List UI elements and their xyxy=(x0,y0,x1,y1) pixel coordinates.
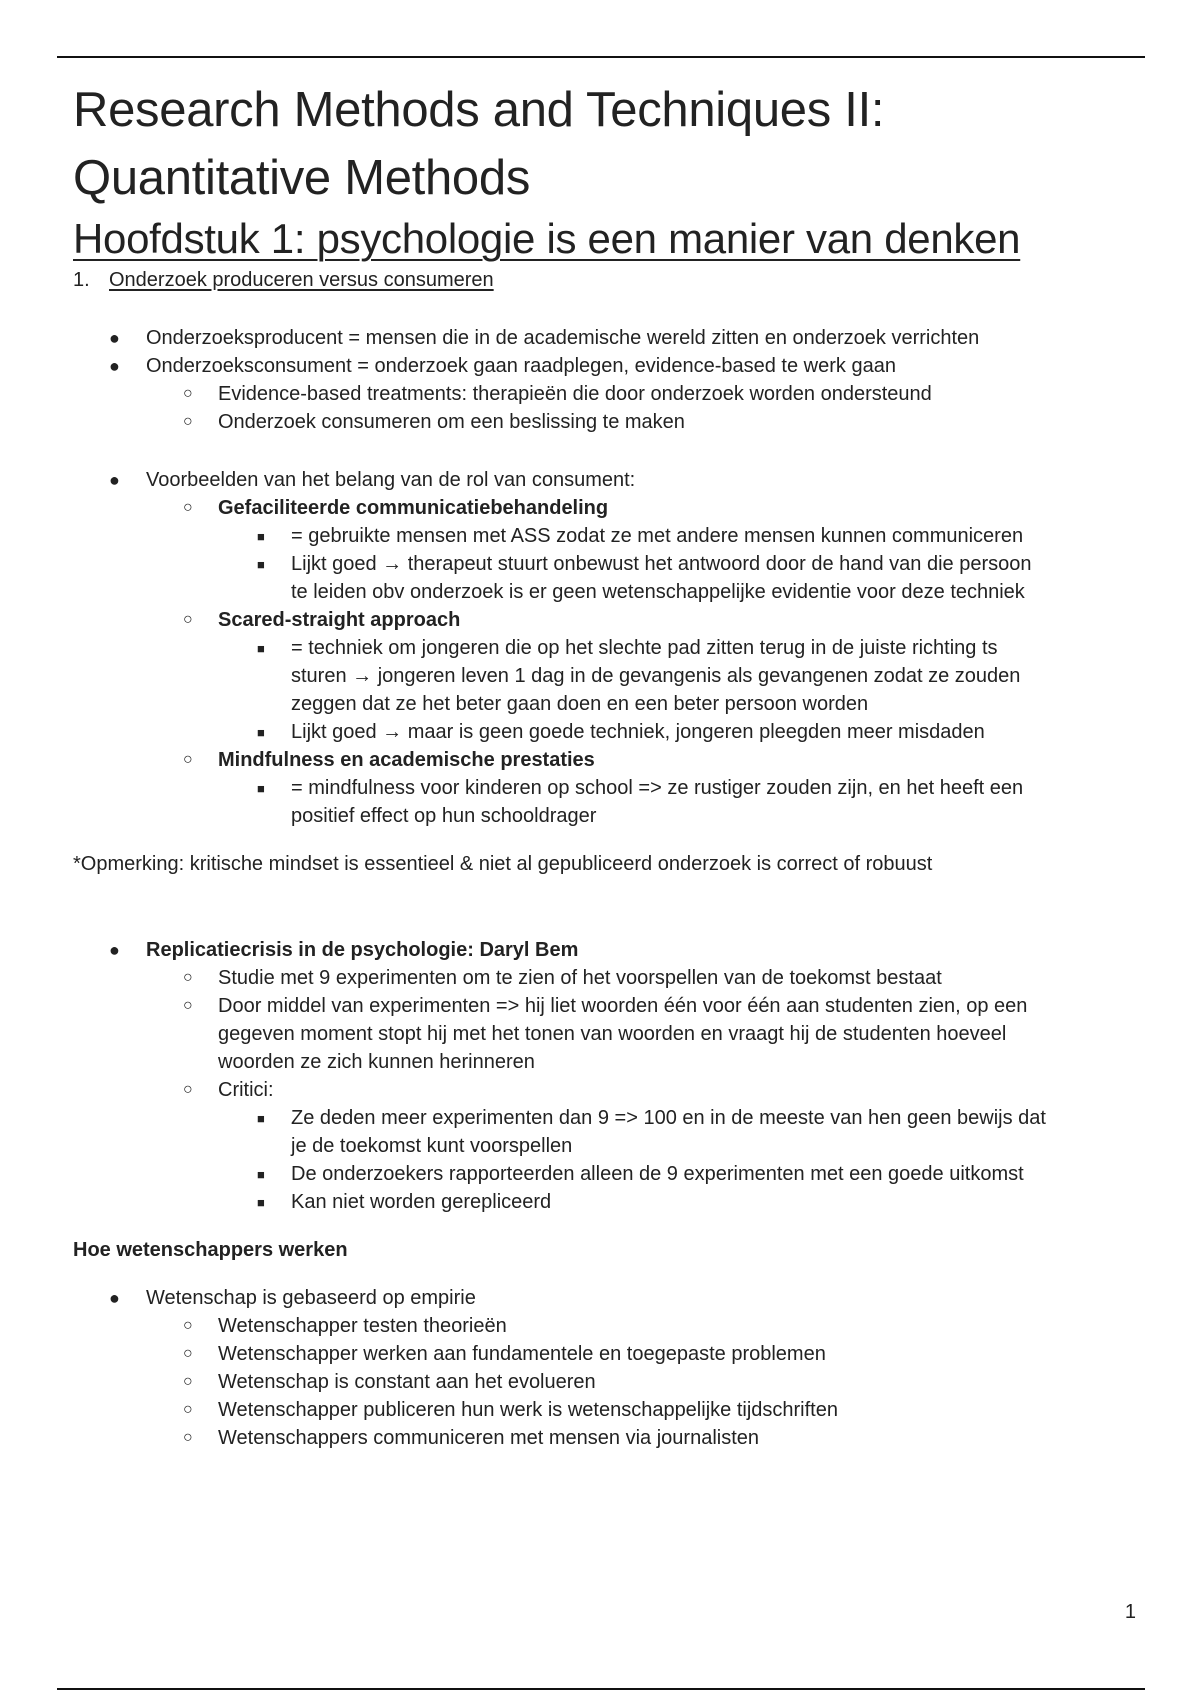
bullet-circle-icon: ○ xyxy=(183,499,193,516)
list-item: ■ De onderzoekers rapporteerden alleen de 9 experimenten met een goede uitkomst xyxy=(73,1160,1143,1188)
list-item-continuation: te leiden obv onderzoek is er geen wetenschappelijke evidentie voor deze techniek xyxy=(291,581,1025,603)
list-item: ■ Kan niet worden gerepliceerd xyxy=(73,1188,1143,1216)
bullet-square-icon: ■ xyxy=(257,1195,265,1210)
list-item: ○ Gefaciliteerde communicatiebehandeling xyxy=(73,494,1143,522)
list-item: ○ Scared-straight approach xyxy=(73,606,1143,634)
bullet-circle-icon: ○ xyxy=(183,751,193,768)
bullet-circle-icon: ○ xyxy=(183,611,193,628)
bullet-square-icon: ■ xyxy=(257,529,265,544)
bullet-disc-icon: ● xyxy=(109,328,120,348)
bullet-circle-icon: ○ xyxy=(183,1081,193,1098)
list-item: ■ Lijkt goed → therapeut stuurt onbewust het antwoord door de hand van die persoon xyxy=(73,550,1143,578)
document-page xyxy=(73,76,1143,1452)
list-item-continuation: positief effect op hun schooldrager xyxy=(291,805,597,827)
bullet-circle-icon: ○ xyxy=(183,1429,193,1446)
bullet-circle-icon: ○ xyxy=(183,1401,193,1418)
list-item: ● Onderzoeksconsument = onderzoek gaan raadplegen, evidence-based te werk gaan xyxy=(73,352,1143,380)
list-item: ● Replicatiecrisis in de psychologie: Daryl Bem xyxy=(73,936,1143,964)
bullet-square-icon: ■ xyxy=(257,1167,265,1182)
remark-note: *Opmerking: kritische mindset is essentieel & niet al gepubliceerd onderzoek is correct of robuust xyxy=(73,853,933,875)
list-item-continuation: gegeven moment stopt hij met het tonen van woorden en vraagt hij de studenten hoeveel xyxy=(218,1023,1007,1045)
bullet-disc-icon: ● xyxy=(109,470,120,490)
section-title: Onderzoek produceren versus consumeren xyxy=(109,269,494,291)
document-title-line-1: Research Methods and Techniques II: xyxy=(73,83,885,137)
page-number: 1 xyxy=(1124,1601,1136,1623)
list-item: ○ Studie met 9 experimenten om te zien of het voorspellen van de toekomst bestaat xyxy=(73,964,1143,992)
section-heading xyxy=(73,266,1143,294)
bullet-disc-icon: ● xyxy=(109,1288,120,1308)
list-item: ○ Mindfulness en academische prestaties xyxy=(73,746,1143,774)
bullet-circle-icon: ○ xyxy=(183,1373,193,1390)
bullet-disc-icon: ● xyxy=(109,356,120,376)
bullet-circle-icon: ○ xyxy=(183,1317,193,1334)
section-number: 1. xyxy=(73,269,90,291)
list-item: ■ Lijkt goed → maar is geen goede techniek, jongeren pleegden meer misdaden xyxy=(73,718,1143,746)
bullet-square-icon: ■ xyxy=(257,781,265,796)
bullet-circle-icon: ○ xyxy=(183,969,193,986)
document-title-line-2: Quantitative Methods xyxy=(73,151,531,205)
list-item: ■ Ze deden meer experimenten dan 9 => 100 en in de meeste van hen geen bewijs dat xyxy=(73,1104,1143,1132)
bullet-square-icon: ■ xyxy=(257,725,265,740)
list-item-continuation: je de toekomst kunt voorspellen xyxy=(291,1135,573,1157)
list-item: ○ Wetenschapper testen theorieën xyxy=(73,1312,1143,1340)
bullet-disc-icon: ● xyxy=(109,940,120,960)
list-item: ○ Wetenschapper publiceren hun werk is wetenschappelijke tijdschriften xyxy=(73,1396,1143,1424)
list-item: ○ Wetenschappers communiceren met mensen via journalisten xyxy=(73,1424,1143,1452)
bullet-square-icon: ■ xyxy=(257,1111,265,1126)
list-item: ■ = techniek om jongeren die op het slechte pad zitten terug in de juiste richting ts xyxy=(73,634,1143,662)
bullet-square-icon: ■ xyxy=(257,557,265,572)
list-item-continuation: sturen → jongeren leven 1 dag in de gevangenis als gevangenen zodat ze zouden xyxy=(291,665,1021,687)
top-rule xyxy=(57,56,1145,58)
bottom-rule xyxy=(57,1688,1145,1690)
list-item: ○ Evidence-based treatments: therapieën die door onderzoek worden ondersteund xyxy=(73,380,1143,408)
list-item: ○ Onderzoek consumeren om een beslissing te maken xyxy=(73,408,1143,436)
bullet-circle-icon: ○ xyxy=(183,1345,193,1362)
bullet-square-icon: ■ xyxy=(257,641,265,656)
list-item: ■ = gebruikte mensen met ASS zodat ze met andere mensen kunnen communiceren xyxy=(73,522,1143,550)
list-item: ○ Wetenschapper werken aan fundamentele en toegepaste problemen xyxy=(73,1340,1143,1368)
chapter-heading: Hoofdstuk 1: psychologie is een manier van denken xyxy=(73,215,1021,262)
list-item-continuation: zeggen dat ze het beter gaan doen en een beter persoon worden xyxy=(291,693,869,715)
list-item: ● Voorbeelden van het belang van de rol van consument: xyxy=(73,466,1143,494)
bullet-circle-icon: ○ xyxy=(183,385,193,402)
bullet-circle-icon: ○ xyxy=(183,413,193,430)
list-item-continuation: woorden ze zich kunnen herinneren xyxy=(218,1051,535,1073)
list-item: ○ Critici: xyxy=(73,1076,1143,1104)
list-item: ■ = mindfulness voor kinderen op school => ze rustiger zouden zijn, en het heeft een xyxy=(73,774,1143,802)
subsection-heading: Hoe wetenschappers werken xyxy=(73,1239,348,1261)
list-item: ● Wetenschap is gebaseerd op empirie xyxy=(73,1284,1143,1312)
list-item: ○ Wetenschap is constant aan het evolueren xyxy=(73,1368,1143,1396)
list-item: ○ Door middel van experimenten => hij liet woorden één voor één aan studenten zien, op een xyxy=(73,992,1143,1020)
list-item: ● Onderzoeksproducent = mensen die in de academische wereld zitten en onderzoek verrichten xyxy=(73,324,1143,352)
bullet-circle-icon: ○ xyxy=(183,997,193,1014)
